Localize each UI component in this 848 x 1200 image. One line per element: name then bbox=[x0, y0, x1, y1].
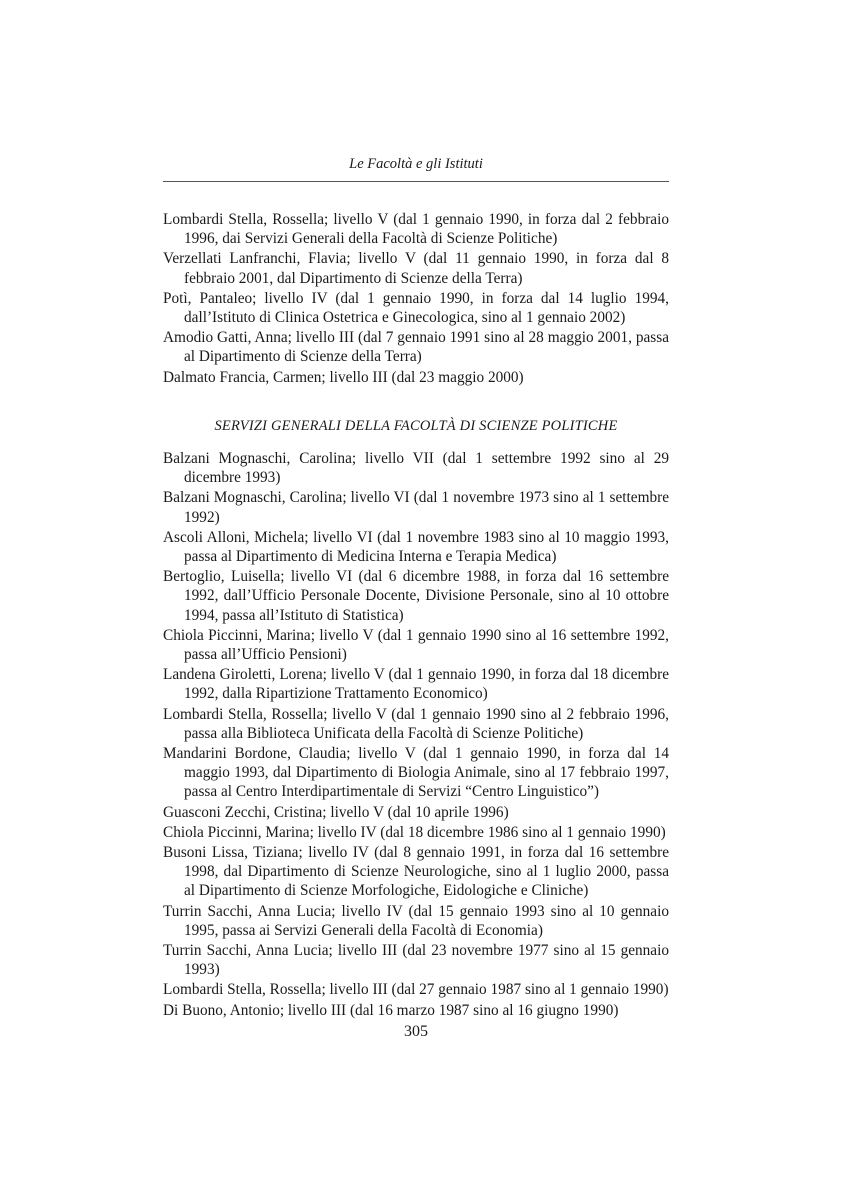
staff-entry: Busoni Lissa, Tiziana; livello IV (dal 8 gennaio 1991, in forza dal 16 settembre 1998, dal Dipartimento di Scienze Neurologiche, sino al 1 luglio 2000, passa al Dipartimento di Scienze Morfologiche, Eidologiche e Cliniche) bbox=[163, 844, 669, 900]
staff-entry: Chiola Piccinni, Marina; livello IV (dal 18 dicembre 1986 sino al 1 gennaio 1990) bbox=[163, 823, 666, 841]
staff-entry: Ascoli Alloni, Michela; livello VI (dal 1 novembre 1983 sino al 10 maggio 1993, passa al Dipartimento di Medicina Interna e Terapia Medica) bbox=[163, 528, 669, 566]
staff-entry: Bertoglio, Luisella; livello VI (dal 6 dicembre 1988, in forza dal 16 settembre 1992, dall’Ufficio Personale Docente, Divisione Personale, sino al 10 ottobre 1994, passa all’Istituto di Statistica) bbox=[163, 568, 669, 624]
staff-entry: Verzellati Lanfranchi, Flavia; livello V (dal 11 gennaio 1990, in forza dal 8 febbraio 2001, dal Dipartimento di Scienze della Terra) bbox=[163, 250, 669, 287]
staff-entry: Chiola Piccinni, Marina; livello V (dal 1 gennaio 1990 sino al 16 settembre 1992, passa all’Ufficio Pensioni) bbox=[163, 626, 669, 664]
staff-entry: Guasconi Zecchi, Cristina; livello V (dal 10 aprile 1996) bbox=[163, 803, 509, 821]
staff-entry: Potì, Pantaleo; livello IV (dal 1 gennaio 1990, in forza dal 14 luglio 1994, dall’Istituto di Clinica Ostetrica e Ginecologica, sino al 1 gennaio 2002) bbox=[163, 289, 669, 327]
staff-entry: Balzani Mognaschi, Carolina; livello VII (dal 1 settembre 1992 sino al 29 dicembre 1993) bbox=[163, 450, 669, 487]
staff-entry: Lombardi Stella, Rossella; livello V (dal 1 gennaio 1990, in forza dal 2 febbraio 1996, dai Servizi Generali della Facoltà di Scienze Politiche) bbox=[163, 211, 669, 248]
staff-list-top bbox=[163, 210, 669, 388]
staff-entry: Turrin Sacchi, Anna Lucia; livello IV (dal 15 gennaio 1993 sino al 10 gennaio 1995, passa ai Servizi Generali della Facoltà di Economia) bbox=[163, 902, 669, 939]
staff-entry: Lombardi Stella, Rossella; livello V (dal 1 gennaio 1990 sino al 2 febbraio 1996, passa alla Biblioteca Unificata della Facoltà di Scienze Politiche) bbox=[163, 705, 669, 742]
staff-entry: Balzani Mognaschi, Carolina; livello VI (dal 1 novembre 1973 sino al 1 settembre 1992) bbox=[163, 489, 669, 526]
staff-entry: Dalmato Francia, Carmen; livello III (dal 23 maggio 2000) bbox=[163, 368, 524, 386]
running-head: Le Facoltà e gli Istituti bbox=[349, 156, 483, 172]
header-rule bbox=[163, 181, 669, 182]
staff-entry: Mandarini Bordone, Claudia; livello V (dal 1 gennaio 1990, in forza dal 14 maggio 1993, dal Dipartimento di Biologia Animale, sino al 17 febbraio 1997, passa al Centro Interdipartimentale di Servizi “Centro Linguistico”) bbox=[163, 745, 669, 801]
staff-entry: Amodio Gatti, Anna; livello III (dal 7 gennaio 1991 sino al 28 maggio 2001, passa al Dipartimento di Scienze della Terra) bbox=[163, 329, 669, 366]
page-number: 305 bbox=[404, 1023, 428, 1040]
section-title: SERVIZI GENERALI DELLA FACOLTÀ DI SCIENZE POLITICHE bbox=[214, 418, 618, 434]
staff-list-section bbox=[163, 449, 669, 1021]
staff-entry: Landena Giroletti, Lorena; livello V (dal 1 gennaio 1990, in forza dal 18 dicembre 1992, dalla Ripartizione Trattamento Economico) bbox=[163, 666, 669, 703]
staff-entry: Di Buono, Antonio; livello III (dal 16 marzo 1987 sino al 16 giugno 1990) bbox=[163, 1001, 619, 1019]
staff-entry: Turrin Sacchi, Anna Lucia; livello III (dal 23 novembre 1977 sino al 15 gennaio 1993) bbox=[163, 942, 669, 979]
staff-entry: Lombardi Stella, Rossella; livello III (dal 27 gennaio 1987 sino al 1 gennaio 1990) bbox=[163, 981, 669, 999]
